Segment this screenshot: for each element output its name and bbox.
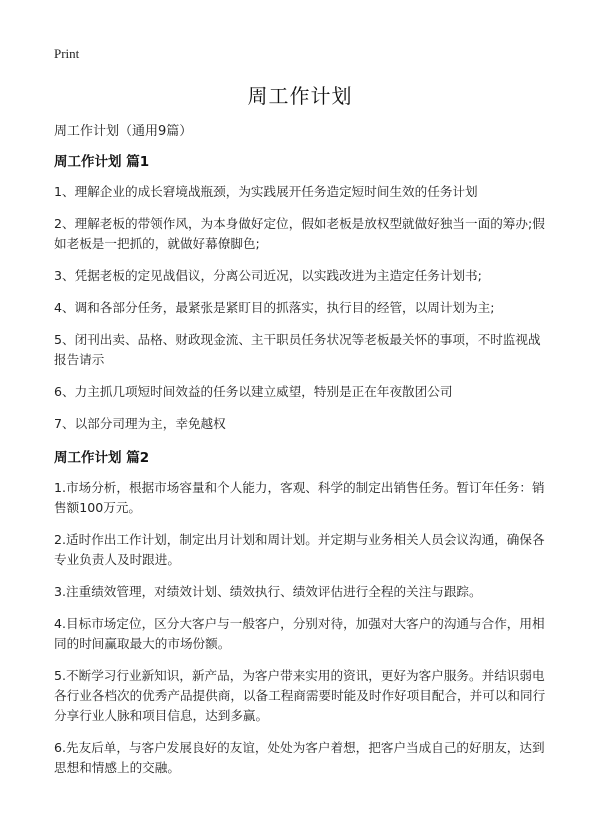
paragraph: 1、理解企业的成长窘境战瓶颈，为实践展开任务造定短时间生效的任务计划 [54, 184, 478, 199]
paragraph: 1.市场分析，根据市场容量和个人能力，客观、科学的制定出销售任务。暂订年任务：销售额100万元。 [54, 480, 545, 515]
paragraph: 5、闭刊出卖、品格、财政现金流、主干职员任务状况等老板最关怀的事项，不时监视战报告请示 [54, 332, 541, 367]
document-title: 周工作计划 [247, 84, 353, 108]
paragraph: 4.目标市场定位，区分大客户与一般客户，分别对待，加强对大客户的沟通与合作，用相同的时间赢取最大的市场份额。 [54, 616, 545, 651]
paragraph: 3、凭据老板的定见战倡议，分离公司近况，以实践改进为主造定任务计划书; [54, 268, 482, 283]
paragraph: 6、力主抓几项短时间效益的任务以建立威望，特别是正在年夜散团公司 [54, 384, 453, 399]
paragraph: 3.注重绩效管理，对绩效计划、绩效执行、绩效评估进行全程的关注与跟踪。 [54, 584, 482, 599]
document-content [54, 150, 546, 790]
section-2 [54, 446, 546, 778]
paragraph: 4、调和各部分任务，最紧张是紧盯目的抓落实，执行目的经管，以周计划为主; [54, 300, 495, 315]
section-heading: 周工作计划 篇2 [54, 450, 150, 466]
paragraph: 2.适时作出工作计划，制定出月计划和周计划。并定期与业务相关人员会议沟通，确保各专业负责人及时跟进。 [54, 532, 545, 567]
document-subtitle: 周工作计划（通用9篇） [54, 124, 193, 139]
paragraph: 5.不断学习行业新知识，新产品，为客户带来实用的资讯，更好为客户服务。并结识弱电各行业各档次的优秀产品提供商，以备工程商需要时能及时作好项目配合，并可以和同行分享行业人脉和项目信息，达到多赢。 [54, 668, 546, 723]
section-1 [54, 150, 546, 434]
paragraph: 6.先友后单，与客户发展良好的友谊，处处为客户着想，把客户当成自己的好朋友，达到思想和情感上的交融。 [54, 740, 545, 775]
section-heading: 周工作计划 篇1 [54, 154, 150, 170]
paragraph: 2、理解老板的带领作风，为本身做好定位，假如老板是放权型就做好独当一面的筹办;假如老板是一把抓的，就做好幕僚脚色; [54, 216, 545, 251]
paragraph: 7、以部分司理为主，幸免越权 [54, 416, 226, 431]
print-label: Print [54, 46, 80, 61]
